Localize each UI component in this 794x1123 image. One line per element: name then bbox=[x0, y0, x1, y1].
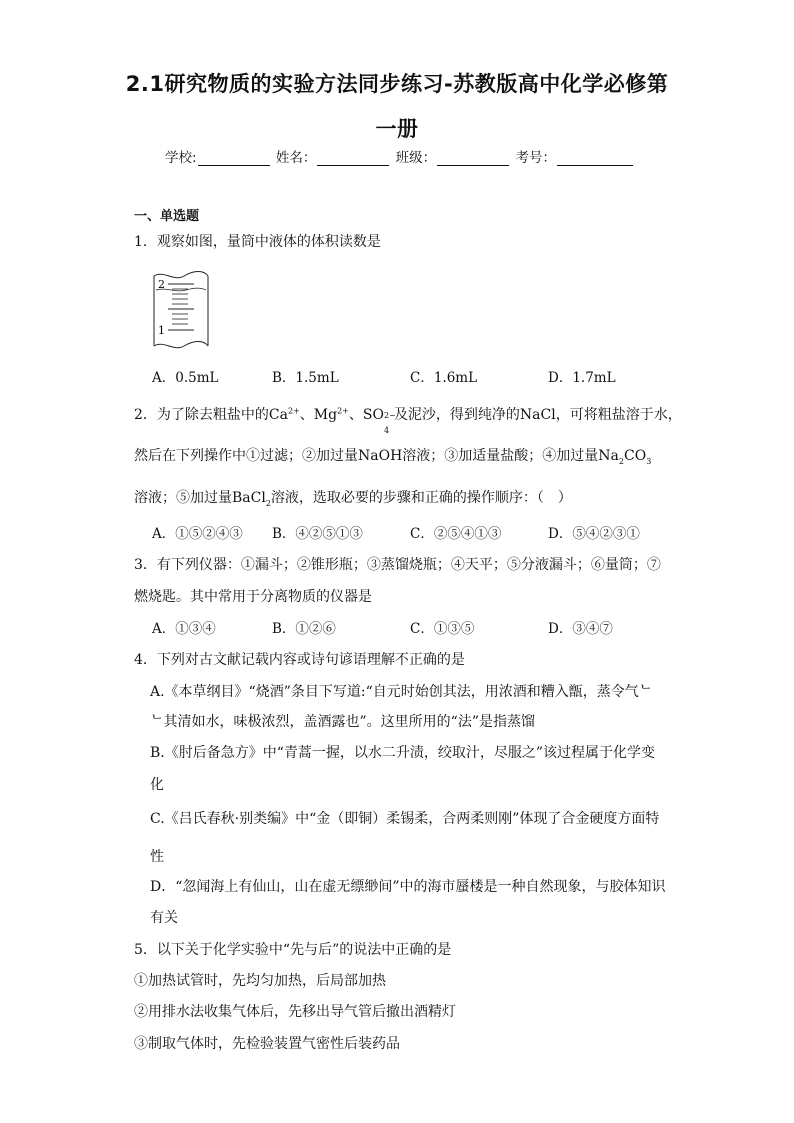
cylinder-label-lower: 1 bbox=[158, 324, 165, 337]
q3-line-1: 3．有下列仪器：①漏斗；②锥形瓶；③蒸馏烧瓶；④天平；⑤分液漏斗；⑥量筒；⑦ bbox=[134, 557, 661, 573]
sodium-subscript: 2 bbox=[618, 456, 624, 466]
q1-option-a[interactable]: A．0.5mL bbox=[152, 370, 219, 386]
chloride-subscript: 2 bbox=[265, 498, 271, 508]
q3-line-2: 燃烧匙。其中常用于分离物质的仪器是 bbox=[134, 589, 372, 605]
q2-option-a[interactable]: A．①⑤②④③ bbox=[152, 526, 243, 542]
q5-item-1: ①加热试管时，先均匀加热，后局部加热 bbox=[134, 973, 386, 989]
q2-text: 溶液，选取必要的步骤和正确的操作顺序：（ ） bbox=[270, 490, 572, 506]
q2-option-c[interactable]: C．②⑤④①③ bbox=[410, 526, 502, 542]
q3-option-d[interactable]: D．③④⑦ bbox=[548, 621, 613, 637]
q2-text: 、Mg bbox=[299, 407, 338, 423]
cylinder-label-upper: 2 bbox=[158, 278, 165, 291]
q2-text: 、SO bbox=[348, 407, 384, 423]
q4-option-c-line-2[interactable]: 性 bbox=[150, 849, 164, 865]
q4-option-b-line-1[interactable]: B.《肘后备急方》中“青蒿一握，以水二升渍，绞取汁，尽服之”该过程属于化学变 bbox=[150, 745, 656, 761]
q2-line-3 bbox=[134, 489, 572, 507]
exam-number-field[interactable] bbox=[557, 150, 633, 166]
student-info-row bbox=[165, 146, 635, 166]
section-heading: 一、单选题 bbox=[134, 209, 200, 224]
q2-line-1: 2．为了除去粗盐中的$Ca^{2+}$、$Mg^{2+}$、SO 2− 4 及泥沙，得到纯净的NaCl，可将粗盐溶于水， bbox=[134, 406, 682, 435]
mg-charge: 2+ bbox=[337, 406, 349, 416]
q4-stem: 4．下列对古文献记载内容或诗句谚语理解不正确的是 bbox=[134, 652, 465, 668]
q2-text: CO bbox=[623, 448, 647, 464]
q5-stem: 5．以下关于化学实验中“先与后”的说法中正确的是 bbox=[134, 942, 452, 958]
q4-option-d-line-2[interactable]: 有关 bbox=[150, 910, 178, 926]
carbonate-subscript: 3 bbox=[646, 456, 652, 466]
q4-option-a-line-2[interactable]: ᄂ其清如水，味极浓烈，盖酒露也”。这里所用的“法”是指蒸馏 bbox=[150, 714, 535, 730]
q5-item-2: ②用排水法收集气体后，先移出导气管后撤出酒精灯 bbox=[134, 1004, 456, 1020]
q4-option-a-line-1[interactable]: A.《本草纲目》“烧酒”条目下写道:“自元时始创其法，用浓酒和糟入甑，蒸令气ᄂ bbox=[150, 684, 653, 700]
q1-stem: 1．观察如图，量筒中液体的体积读数是 bbox=[134, 234, 381, 250]
q2-line-2 bbox=[134, 447, 651, 465]
q5-item-3: ③制取气体时，先检验装置气密性后装药品 bbox=[134, 1036, 400, 1052]
class-label: 班级： bbox=[395, 150, 437, 166]
school-label: 学校: bbox=[165, 150, 197, 166]
q2-text: 然后在下列操作中①过滤；②加过量NaOH溶液；③加适量盐酸；④加过量Na bbox=[134, 448, 619, 464]
q2-option-b[interactable]: B．④②⑤①③ bbox=[272, 526, 363, 542]
name-label: 姓名： bbox=[275, 150, 317, 166]
page-title-line-1: 2.1研究物质的实验方法同步练习-苏教版高中化学必修第 bbox=[125, 72, 669, 96]
q3-option-b[interactable]: B．①②⑥ bbox=[272, 621, 336, 637]
q2-text: 2．为了除去粗盐中的Ca bbox=[134, 407, 288, 423]
q4-option-c-line-1[interactable]: C.《吕氏春秋·别类编》中“金（即铜）柔锡柔，合两柔则刚”体现了合金硬度方面特 bbox=[150, 811, 660, 827]
class-field[interactable] bbox=[437, 150, 509, 166]
q3-option-a[interactable]: A．①③④ bbox=[152, 621, 216, 637]
q4-option-b-line-2[interactable]: 化 bbox=[150, 777, 164, 793]
q1-option-c[interactable]: C．1.6mL bbox=[410, 370, 478, 386]
q2-option-d[interactable]: D．⑤④②③① bbox=[548, 526, 640, 542]
school-field[interactable] bbox=[198, 150, 270, 166]
exam-number-label: 考号： bbox=[515, 150, 556, 166]
q2-text: 溶液；⑤加过量BaCl bbox=[134, 490, 266, 506]
ca-charge: 2+ bbox=[287, 406, 300, 416]
q2-text: 及泥沙，得到纯净的NaCl，可将粗盐溶于水， bbox=[393, 407, 682, 423]
q1-option-d[interactable]: D．1.7mL bbox=[548, 370, 616, 386]
q1-option-b[interactable]: B．1.5mL bbox=[272, 370, 339, 386]
graduated-cylinder-figure bbox=[150, 270, 212, 352]
name-field[interactable] bbox=[317, 150, 389, 166]
q3-option-c[interactable]: C．①③⑤ bbox=[410, 621, 475, 637]
page-title-line-2: 一册 bbox=[375, 117, 419, 141]
q4-option-d-line-1[interactable]: D．“忽闻海上有仙山，山在虚无缥缈间”中的海市蜃楼是一种自然现象，与胶体知识 bbox=[150, 879, 666, 895]
